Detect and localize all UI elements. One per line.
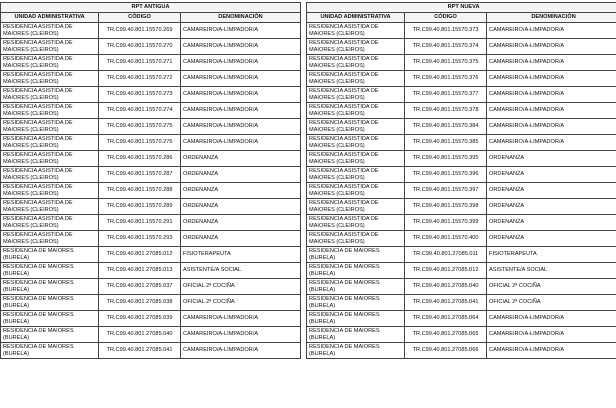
- unidad-cell-left: RESIDENCIA ASISTIDA DE MAIORES (CLEIROS): [1, 231, 99, 247]
- rpt-comparison: [0, 2, 616, 359]
- codigo-cell-left: TR.C99.40.801.15570.289: [99, 199, 181, 215]
- table-row: [1, 103, 616, 119]
- table-row: [1, 343, 616, 359]
- table-row: [1, 279, 616, 295]
- codigo-cell-right: TR.C99.40.801.15570.377: [405, 87, 487, 103]
- codigo-cell-right: TR.C99.40.801.27085.066: [405, 343, 487, 359]
- unidad-cell-right: RESIDENCIA DE MAIORES (BURELA): [307, 279, 405, 295]
- denominacion-cell-left: CAMAREIRO/A-LIMPADOR/A: [181, 39, 301, 55]
- denominacion-cell-right: ORDENANZA: [487, 231, 616, 247]
- denominacion-cell-right: ASISTENTE/A SOCIAL: [487, 263, 616, 279]
- unidad-cell-right: RESIDENCIA DE MAIORES (BURELA): [307, 327, 405, 343]
- unidad-cell-right: RESIDENCIA ASISTIDA DE MAIORES (CLEIROS): [307, 87, 405, 103]
- denominacion-cell-right: ORDENANZA: [487, 215, 616, 231]
- codigo-cell-left: TR.C99.40.801.27085.037: [99, 279, 181, 295]
- codigo-cell-right: TR.C99.40.801.15570.378: [405, 103, 487, 119]
- denominacion-cell-left: OFICIAL 2ª COCIÑA: [181, 279, 301, 295]
- unidad-cell-left: RESIDENCIA ASISTIDA DE MAIORES (CLEIROS): [1, 119, 99, 135]
- unidad-cell-left: RESIDENCIA DE MAIORES (BURELA): [1, 311, 99, 327]
- denominacion-cell-right: CAMAREIRO/A-LIMPADOR/A: [487, 71, 616, 87]
- table-row: [1, 247, 616, 263]
- unidad-cell-right: RESIDENCIA ASISTIDA DE MAIORES (CLEIROS): [307, 231, 405, 247]
- codigo-cell-left: TR.C99.40.801.27085.012: [99, 247, 181, 263]
- denominacion-cell-right: OFICIAL 2ª COCIÑA: [487, 279, 616, 295]
- denominacion-cell-left: OFICIAL 2ª COCIÑA: [181, 295, 301, 311]
- codigo-cell-left: TR.C99.40.801.15570.272: [99, 71, 181, 87]
- unidad-cell-left: RESIDENCIA DE MAIORES (BURELA): [1, 343, 99, 359]
- denominacion-cell-left: ORDENANZA: [181, 183, 301, 199]
- denominacion-cell-right: CAMAREIRO/A-LIMPADOR/A: [487, 327, 616, 343]
- unidad-cell-left: RESIDENCIA ASISTIDA DE MAIORES (CLEIROS): [1, 199, 99, 215]
- table-row: [1, 199, 616, 215]
- codigo-cell-left: TR.C99.40.801.27085.041: [99, 343, 181, 359]
- unidad-cell-right: RESIDENCIA ASISTIDA DE MAIORES (CLEIROS): [307, 103, 405, 119]
- unidad-cell-left: RESIDENCIA ASISTIDA DE MAIORES (CLEIROS): [1, 23, 99, 39]
- denominacion-cell-right: CAMAREIRO/A-LIMPADOR/A: [487, 343, 616, 359]
- unidad-cell-right: RESIDENCIA ASISTIDA DE MAIORES (CLEIROS): [307, 23, 405, 39]
- codigo-cell-right: TR.C99.40.801.15570.374: [405, 39, 487, 55]
- denominacion-cell-left: ORDENANZA: [181, 231, 301, 247]
- denominacion-cell-left: ORDENANZA: [181, 167, 301, 183]
- codigo-cell-right: TR.C99.40.801.15570.376: [405, 71, 487, 87]
- unidad-cell-left: RESIDENCIA ASISTIDA DE MAIORES (CLEIROS): [1, 103, 99, 119]
- unidad-cell-left: RESIDENCIA ASISTIDA DE MAIORES (CLEIROS): [1, 39, 99, 55]
- denominacion-cell-right: CAMAREIRO/A-LIMPADOR/A: [487, 87, 616, 103]
- table-row: [1, 311, 616, 327]
- unidad-cell-left: RESIDENCIA ASISTIDA DE MAIORES (CLEIROS): [1, 151, 99, 167]
- codigo-cell-right: TR.C99.40.801.15570.397: [405, 183, 487, 199]
- codigo-cell-right: TR.C99.40.801.15570.385: [405, 135, 487, 151]
- table-row: [1, 215, 616, 231]
- codigo-cell-left: TR.C99.40.801.27085.039: [99, 311, 181, 327]
- table-row: [1, 327, 616, 343]
- denominacion-cell-right: ORDENANZA: [487, 199, 616, 215]
- unidad-cell-left: RESIDENCIA ASISTIDA DE MAIORES (CLEIROS): [1, 87, 99, 103]
- unidad-cell-right: RESIDENCIA ASISTIDA DE MAIORES (CLEIROS): [307, 183, 405, 199]
- denominacion-cell-left: CAMAREIRO/A-LIMPADOR/A: [181, 311, 301, 327]
- codigo-cell-right: TR.C99.40.801.15570.399: [405, 215, 487, 231]
- unidad-cell-right: RESIDENCIA ASISTIDA DE MAIORES (CLEIROS): [307, 119, 405, 135]
- codigo-cell-right: TR.C99.40.801.15570.395: [405, 151, 487, 167]
- table-row: [1, 135, 616, 151]
- unidad-cell-right: RESIDENCIA DE MAIORES (BURELA): [307, 295, 405, 311]
- denominacion-cell-left: FISIOTERAPEUTA: [181, 247, 301, 263]
- denominacion-cell-left: CAMAREIRO/A-LIMPADOR/A: [181, 23, 301, 39]
- codigo-cell-right: TR.C99.40.801.15570.373: [405, 23, 487, 39]
- unidad-cell-right: RESIDENCIA ASISTIDA DE MAIORES (CLEIROS): [307, 71, 405, 87]
- codigo-cell-left: TR.C99.40.801.15570.270: [99, 39, 181, 55]
- codigo-cell-left: TR.C99.40.801.15570.274: [99, 103, 181, 119]
- unidad-cell-left: RESIDENCIA DE MAIORES (BURELA): [1, 327, 99, 343]
- denominacion-cell-left: CAMAREIRO/A-LIMPADOR/A: [181, 135, 301, 151]
- table-row: [1, 55, 616, 71]
- header-denominacion-right: DENOMINACIÓN: [487, 13, 616, 23]
- unidad-cell-right: RESIDENCIA ASISTIDA DE MAIORES (CLEIROS): [307, 215, 405, 231]
- unidad-cell-left: RESIDENCIA ASISTIDA DE MAIORES (CLEIROS): [1, 55, 99, 71]
- codigo-cell-right: TR.C99.40.801.27085.064: [405, 311, 487, 327]
- unidad-cell-left: RESIDENCIA DE MAIORES (BURELA): [1, 295, 99, 311]
- unidad-cell-right: RESIDENCIA ASISTIDA DE MAIORES (CLEIROS): [307, 39, 405, 55]
- denominacion-cell-left: CAMAREIRO/A-LIMPADOR/A: [181, 71, 301, 87]
- unidad-cell-right: RESIDENCIA DE MAIORES (BURELA): [307, 247, 405, 263]
- codigo-cell-left: TR.C99.40.801.27085.038: [99, 295, 181, 311]
- denominacion-cell-left: ORDENANZA: [181, 215, 301, 231]
- header-unidad-right: UNIDAD ADMINISTRATIVA: [307, 13, 405, 23]
- codigo-cell-right: TR.C99.40.801.15570.375: [405, 55, 487, 71]
- denominacion-cell-right: ORDENANZA: [487, 167, 616, 183]
- unidad-cell-right: RESIDENCIA ASISTIDA DE MAIORES (CLEIROS): [307, 55, 405, 71]
- denominacion-cell-right: CAMAREIRO/A-LIMPADOR/A: [487, 23, 616, 39]
- codigo-cell-right: TR.C99.40.801.27085.041: [405, 295, 487, 311]
- table-row: [1, 71, 616, 87]
- unidad-cell-left: RESIDENCIA DE MAIORES (BURELA): [1, 263, 99, 279]
- unidad-cell-left: RESIDENCIA DE MAIORES (BURELA): [1, 247, 99, 263]
- rpt-antigua-title: RPT ANTIGUA: [1, 3, 301, 13]
- denominacion-cell-right: ORDENANZA: [487, 151, 616, 167]
- table-row: [1, 263, 616, 279]
- codigo-cell-left: TR.C99.40.801.27085.040: [99, 327, 181, 343]
- codigo-cell-right: TR.C99.40.801.15570.398: [405, 199, 487, 215]
- codigo-cell-left: TR.C99.40.801.27085.013: [99, 263, 181, 279]
- codigo-cell-left: TR.C99.40.801.15570.269: [99, 23, 181, 39]
- denominacion-cell-left: CAMAREIRO/A-LIMPADOR/A: [181, 55, 301, 71]
- denominacion-cell-right: FISIOTERAPEUTA: [487, 247, 616, 263]
- codigo-cell-left: TR.C99.40.801.15570.275: [99, 119, 181, 135]
- header-codigo-right: CÓDIGO: [405, 13, 487, 23]
- table-row: [1, 151, 616, 167]
- denominacion-cell-left: CAMAREIRO/A-LIMPADOR/A: [181, 87, 301, 103]
- denominacion-cell-right: CAMAREIRO/A-LIMPADOR/A: [487, 55, 616, 71]
- codigo-cell-left: TR.C99.40.801.15570.288: [99, 183, 181, 199]
- denominacion-cell-left: CAMAREIRO/A-LIMPADOR/A: [181, 119, 301, 135]
- table-row: [1, 119, 616, 135]
- unidad-cell-right: RESIDENCIA ASISTIDA DE MAIORES (CLEIROS): [307, 135, 405, 151]
- unidad-cell-left: RESIDENCIA ASISTIDA DE MAIORES (CLEIROS): [1, 183, 99, 199]
- codigo-cell-left: TR.C99.40.801.15570.271: [99, 55, 181, 71]
- unidad-cell-left: RESIDENCIA ASISTIDA DE MAIORES (CLEIROS): [1, 135, 99, 151]
- table-row: [1, 167, 616, 183]
- header-denominacion-left: DENOMINACIÓN: [181, 13, 301, 23]
- codigo-cell-right: TR.C99.40.801.15570.400: [405, 231, 487, 247]
- codigo-cell-right: TR.C99.40.801.15570.396: [405, 167, 487, 183]
- rpt-nueva-title: RPT NUEVA: [307, 3, 616, 13]
- table-row: [1, 39, 616, 55]
- denominacion-cell-left: ASISTENTE/A SOCIAL: [181, 263, 301, 279]
- denominacion-cell-left: CAMAREIRO/A-LIMPADOR/A: [181, 103, 301, 119]
- codigo-cell-left: TR.C99.40.801.15570.273: [99, 87, 181, 103]
- table-row: [1, 295, 616, 311]
- denominacion-cell-left: CAMAREIRO/A-LIMPADOR/A: [181, 343, 301, 359]
- codigo-cell-right: TR.C99.40.801.27085.040: [405, 279, 487, 295]
- unidad-cell-right: RESIDENCIA DE MAIORES (BURELA): [307, 343, 405, 359]
- unidad-cell-left: RESIDENCIA DE MAIORES (BURELA): [1, 279, 99, 295]
- codigo-cell-left: TR.C99.40.801.15570.293: [99, 231, 181, 247]
- codigo-cell-right: TR.C99.40.801.27085.012: [405, 263, 487, 279]
- unidad-cell-right: RESIDENCIA ASISTIDA DE MAIORES (CLEIROS): [307, 151, 405, 167]
- denominacion-cell-left: CAMAREIRO/A-LIMPADOR/A: [181, 327, 301, 343]
- header-unidad-left: UNIDAD ADMINISTRATIVA: [1, 13, 99, 23]
- unidad-cell-right: RESIDENCIA ASISTIDA DE MAIORES (CLEIROS): [307, 167, 405, 183]
- denominacion-cell-left: ORDENANZA: [181, 199, 301, 215]
- unidad-cell-right: RESIDENCIA DE MAIORES (BURELA): [307, 263, 405, 279]
- denominacion-cell-right: OFICIAL 2ª COCIÑA: [487, 295, 616, 311]
- codigo-cell-left: TR.C99.40.801.15570.276: [99, 135, 181, 151]
- denominacion-cell-right: CAMAREIRO/A-LIMPADOR/A: [487, 39, 616, 55]
- codigo-cell-left: TR.C99.40.801.15570.286: [99, 151, 181, 167]
- codigo-cell-right: TR.C99.40.801.27085.011: [405, 247, 487, 263]
- denominacion-cell-right: ORDENANZA: [487, 183, 616, 199]
- table-row: [1, 183, 616, 199]
- codigo-cell-left: TR.C99.40.801.15570.291: [99, 215, 181, 231]
- denominacion-cell-right: CAMAREIRO/A-LIMPADOR/A: [487, 119, 616, 135]
- table-row: [1, 87, 616, 103]
- unidad-cell-left: RESIDENCIA ASISTIDA DE MAIORES (CLEIROS): [1, 215, 99, 231]
- codigo-cell-right: TR.C99.40.801.15570.384: [405, 119, 487, 135]
- table-row: [1, 231, 616, 247]
- unidad-cell-right: RESIDENCIA ASISTIDA DE MAIORES (CLEIROS): [307, 199, 405, 215]
- codigo-cell-right: TR.C99.40.801.27085.065: [405, 327, 487, 343]
- unidad-cell-right: RESIDENCIA DE MAIORES (BURELA): [307, 311, 405, 327]
- unidad-cell-left: RESIDENCIA ASISTIDA DE MAIORES (CLEIROS): [1, 71, 99, 87]
- unidad-cell-left: RESIDENCIA ASISTIDA DE MAIORES (CLEIROS): [1, 167, 99, 183]
- table-row: [1, 23, 616, 39]
- denominacion-cell-right: CAMAREIRO/A-LIMPADOR/A: [487, 135, 616, 151]
- denominacion-cell-right: CAMAREIRO/A-LIMPADOR/A: [487, 103, 616, 119]
- codigo-cell-left: TR.C99.40.801.15570.287: [99, 167, 181, 183]
- denominacion-cell-right: CAMAREIRO/A-LIMPADOR/A: [487, 311, 616, 327]
- header-codigo-left: CÓDIGO: [99, 13, 181, 23]
- rpt-table: [0, 2, 616, 359]
- denominacion-cell-left: ORDENANZA: [181, 151, 301, 167]
